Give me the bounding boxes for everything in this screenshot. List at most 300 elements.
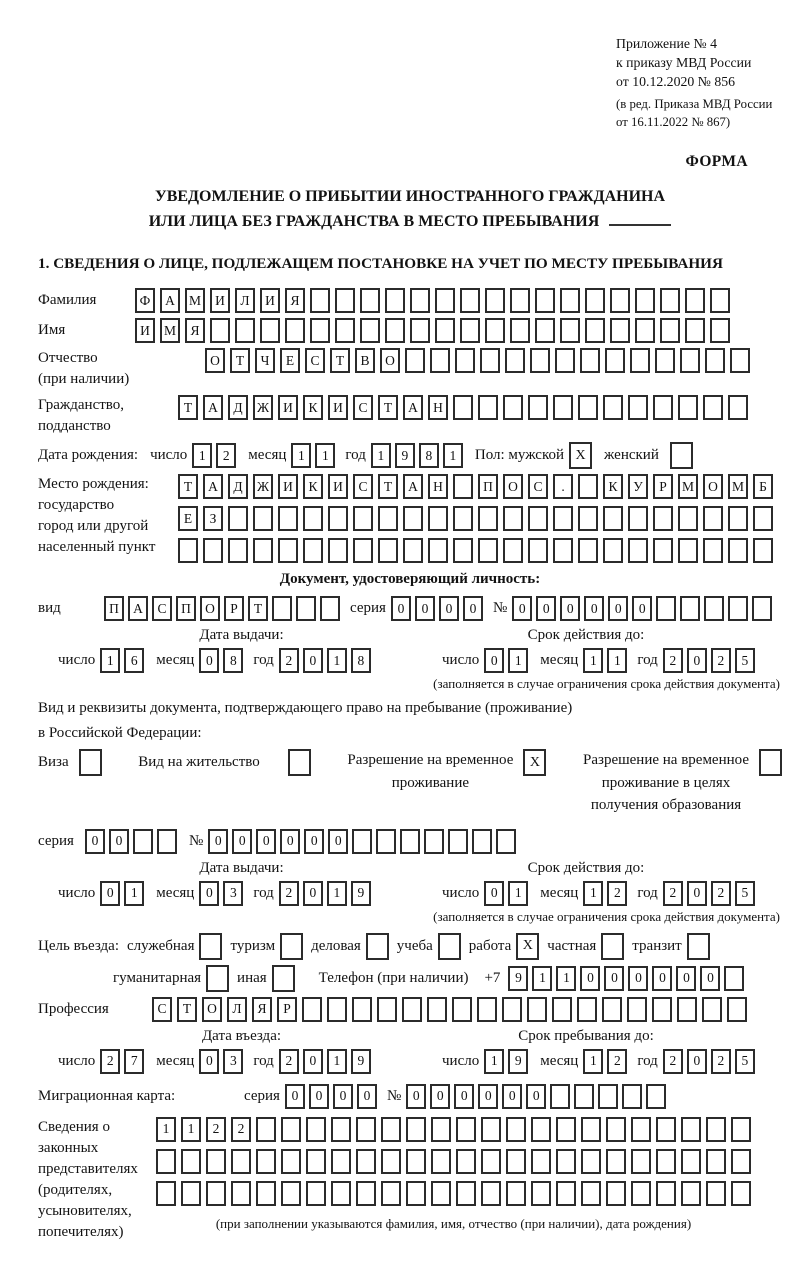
form-cell[interactable]	[622, 1084, 642, 1109]
form-cell[interactable]: 8	[351, 648, 371, 673]
form-cell[interactable]: 0	[256, 829, 276, 854]
form-cell[interactable]: О	[503, 474, 523, 499]
form-cell[interactable]	[360, 288, 380, 313]
form-cell[interactable]	[531, 1181, 551, 1206]
form-cell[interactable]: 8	[419, 443, 439, 468]
form-cell[interactable]	[485, 318, 505, 343]
form-cell[interactable]: Р	[653, 474, 673, 499]
form-cell[interactable]: С	[152, 997, 172, 1022]
form-cell[interactable]: К	[303, 474, 323, 499]
form-cell[interactable]	[327, 997, 347, 1022]
checkbox-cell[interactable]	[759, 749, 782, 776]
form-cell[interactable]: О	[703, 474, 723, 499]
form-cell[interactable]: А	[403, 395, 423, 420]
form-cell[interactable]: 0	[484, 648, 504, 673]
form-cell[interactable]	[578, 395, 598, 420]
form-cell[interactable]: 0	[439, 596, 459, 621]
form-cell[interactable]: Ч	[255, 348, 275, 373]
form-cell[interactable]: Е	[178, 506, 198, 531]
form-cell[interactable]	[555, 348, 575, 373]
form-cell[interactable]	[431, 1149, 451, 1174]
form-cell[interactable]	[531, 1149, 551, 1174]
form-cell[interactable]	[578, 474, 598, 499]
form-cell[interactable]	[406, 1181, 426, 1206]
form-cell[interactable]	[660, 318, 680, 343]
form-cell[interactable]: 2	[663, 881, 683, 906]
form-cell[interactable]: Ф	[135, 288, 155, 313]
form-cell[interactable]: Р	[224, 596, 244, 621]
form-cell[interactable]	[585, 288, 605, 313]
form-cell[interactable]	[228, 506, 248, 531]
form-cell[interactable]	[453, 395, 473, 420]
form-cell[interactable]	[752, 596, 772, 621]
form-cell[interactable]: Т	[378, 474, 398, 499]
form-cell[interactable]: М	[678, 474, 698, 499]
form-cell[interactable]: К	[303, 395, 323, 420]
form-cell[interactable]	[553, 506, 573, 531]
form-cell[interactable]	[603, 395, 623, 420]
form-cell[interactable]	[530, 348, 550, 373]
form-cell[interactable]	[306, 1117, 326, 1142]
form-cell[interactable]	[478, 506, 498, 531]
form-cell[interactable]	[435, 318, 455, 343]
form-cell[interactable]	[635, 318, 655, 343]
form-cell[interactable]: 1	[315, 443, 335, 468]
form-cell[interactable]	[578, 538, 598, 563]
form-cell[interactable]: Н	[428, 395, 448, 420]
form-cell[interactable]: Т	[230, 348, 250, 373]
form-cell[interactable]	[528, 506, 548, 531]
form-cell[interactable]: Д	[228, 474, 248, 499]
form-cell[interactable]: Я	[252, 997, 272, 1022]
form-cell[interactable]	[653, 506, 673, 531]
form-cell[interactable]	[331, 1117, 351, 1142]
form-cell[interactable]: 0	[199, 1049, 219, 1074]
form-cell[interactable]	[448, 829, 468, 854]
form-cell[interactable]: Т	[178, 395, 198, 420]
form-cell[interactable]	[210, 318, 230, 343]
form-cell[interactable]: 1	[181, 1117, 201, 1142]
form-cell[interactable]: Т	[330, 348, 350, 373]
form-cell[interactable]	[598, 1084, 618, 1109]
form-cell[interactable]: 0	[109, 829, 129, 854]
form-cell[interactable]	[527, 997, 547, 1022]
form-cell[interactable]	[381, 1117, 401, 1142]
form-cell[interactable]	[477, 997, 497, 1022]
form-cell[interactable]: П	[176, 596, 196, 621]
form-cell[interactable]	[378, 538, 398, 563]
form-cell[interactable]: О	[380, 348, 400, 373]
form-cell[interactable]: Д	[228, 395, 248, 420]
form-cell[interactable]	[328, 506, 348, 531]
form-cell[interactable]	[331, 1181, 351, 1206]
form-cell[interactable]	[606, 1181, 626, 1206]
form-cell[interactable]	[156, 1149, 176, 1174]
checkbox-cell[interactable]: X	[523, 749, 546, 776]
form-cell[interactable]	[535, 288, 555, 313]
form-cell[interactable]: 0	[687, 1049, 707, 1074]
checkbox-cell[interactable]	[79, 749, 102, 776]
form-cell[interactable]	[710, 318, 730, 343]
form-cell[interactable]	[376, 829, 396, 854]
form-cell[interactable]	[550, 1084, 570, 1109]
form-cell[interactable]	[678, 395, 698, 420]
form-cell[interactable]	[231, 1149, 251, 1174]
form-cell[interactable]: 1	[327, 648, 347, 673]
form-cell[interactable]: А	[203, 395, 223, 420]
form-cell[interactable]	[706, 1117, 726, 1142]
form-cell[interactable]	[424, 829, 444, 854]
form-cell[interactable]	[456, 1181, 476, 1206]
form-cell[interactable]	[256, 1181, 276, 1206]
form-cell[interactable]: А	[403, 474, 423, 499]
form-cell[interactable]	[460, 288, 480, 313]
form-cell[interactable]	[206, 1181, 226, 1206]
form-cell[interactable]	[410, 318, 430, 343]
form-cell[interactable]: 0	[100, 881, 120, 906]
form-cell[interactable]: А	[128, 596, 148, 621]
form-cell[interactable]	[728, 596, 748, 621]
form-cell[interactable]: 0	[652, 966, 672, 991]
form-cell[interactable]	[681, 1181, 701, 1206]
form-cell[interactable]: 1	[327, 1049, 347, 1074]
form-cell[interactable]: 0	[604, 966, 624, 991]
form-cell[interactable]	[455, 348, 475, 373]
form-cell[interactable]	[727, 997, 747, 1022]
form-cell[interactable]: 0	[199, 648, 219, 673]
form-cell[interactable]: 0	[406, 1084, 426, 1109]
form-cell[interactable]	[331, 1149, 351, 1174]
checkbox-cell[interactable]	[687, 933, 710, 960]
form-cell[interactable]	[381, 1149, 401, 1174]
form-cell[interactable]: И	[278, 474, 298, 499]
form-cell[interactable]: 0	[632, 596, 652, 621]
form-cell[interactable]: 0	[463, 596, 483, 621]
form-cell[interactable]	[503, 538, 523, 563]
form-cell[interactable]	[430, 348, 450, 373]
form-cell[interactable]	[510, 318, 530, 343]
form-cell[interactable]	[653, 395, 673, 420]
form-cell[interactable]	[627, 997, 647, 1022]
form-cell[interactable]	[656, 1117, 676, 1142]
form-cell[interactable]	[256, 1117, 276, 1142]
form-cell[interactable]	[753, 506, 773, 531]
form-cell[interactable]: Л	[235, 288, 255, 313]
form-cell[interactable]	[602, 997, 622, 1022]
form-cell[interactable]: 0	[304, 829, 324, 854]
form-cell[interactable]	[406, 1149, 426, 1174]
form-cell[interactable]	[631, 1181, 651, 1206]
form-cell[interactable]: 0	[303, 1049, 323, 1074]
form-cell[interactable]: И	[328, 474, 348, 499]
form-cell[interactable]: 0	[484, 881, 504, 906]
form-cell[interactable]: 1	[371, 443, 391, 468]
form-cell[interactable]: В	[355, 348, 375, 373]
form-cell[interactable]: Т	[178, 474, 198, 499]
form-cell[interactable]	[303, 538, 323, 563]
form-cell[interactable]: 1	[583, 881, 603, 906]
form-cell[interactable]	[578, 506, 598, 531]
form-cell[interactable]: 5	[735, 648, 755, 673]
form-cell[interactable]	[381, 1181, 401, 1206]
form-cell[interactable]	[724, 966, 744, 991]
form-cell[interactable]	[156, 1181, 176, 1206]
form-cell[interactable]: 9	[508, 966, 528, 991]
form-cell[interactable]	[680, 596, 700, 621]
form-cell[interactable]	[655, 348, 675, 373]
form-cell[interactable]: 0	[391, 596, 411, 621]
form-cell[interactable]	[260, 318, 280, 343]
form-cell[interactable]: 7	[124, 1049, 144, 1074]
form-cell[interactable]: И	[278, 395, 298, 420]
form-cell[interactable]	[310, 288, 330, 313]
form-cell[interactable]: 9	[508, 1049, 528, 1074]
form-cell[interactable]	[706, 1181, 726, 1206]
form-cell[interactable]: 6	[124, 648, 144, 673]
form-cell[interactable]: О	[205, 348, 225, 373]
form-cell[interactable]	[631, 1149, 651, 1174]
form-cell[interactable]	[556, 1181, 576, 1206]
form-cell[interactable]: 0	[85, 829, 105, 854]
form-cell[interactable]	[510, 288, 530, 313]
form-cell[interactable]: 0	[512, 596, 532, 621]
form-cell[interactable]: 0	[415, 596, 435, 621]
form-cell[interactable]	[531, 1117, 551, 1142]
form-cell[interactable]	[481, 1149, 501, 1174]
form-cell[interactable]	[406, 1117, 426, 1142]
form-cell[interactable]	[306, 1149, 326, 1174]
form-cell[interactable]	[352, 997, 372, 1022]
form-cell[interactable]: 0	[584, 596, 604, 621]
form-cell[interactable]	[296, 596, 316, 621]
form-cell[interactable]	[581, 1181, 601, 1206]
form-cell[interactable]	[431, 1117, 451, 1142]
form-cell[interactable]: 2	[711, 881, 731, 906]
form-cell[interactable]	[377, 997, 397, 1022]
form-cell[interactable]	[628, 506, 648, 531]
form-cell[interactable]	[405, 348, 425, 373]
form-cell[interactable]: 0	[357, 1084, 377, 1109]
form-cell[interactable]	[480, 348, 500, 373]
form-cell[interactable]	[306, 1181, 326, 1206]
form-cell[interactable]: М	[728, 474, 748, 499]
form-cell[interactable]: 0	[560, 596, 580, 621]
form-cell[interactable]	[653, 538, 673, 563]
form-cell[interactable]	[352, 829, 372, 854]
form-cell[interactable]	[606, 1149, 626, 1174]
form-cell[interactable]: 1	[583, 1049, 603, 1074]
form-cell[interactable]	[652, 997, 672, 1022]
form-cell[interactable]	[502, 997, 522, 1022]
form-cell[interactable]	[630, 348, 650, 373]
form-cell[interactable]	[472, 829, 492, 854]
form-cell[interactable]: Я	[285, 288, 305, 313]
form-cell[interactable]	[731, 1117, 751, 1142]
form-cell[interactable]: П	[478, 474, 498, 499]
form-cell[interactable]	[385, 318, 405, 343]
form-cell[interactable]	[660, 288, 680, 313]
form-cell[interactable]	[628, 538, 648, 563]
form-cell[interactable]: 1	[124, 881, 144, 906]
form-cell[interactable]: М	[160, 318, 180, 343]
form-cell[interactable]	[431, 1181, 451, 1206]
form-cell[interactable]	[605, 348, 625, 373]
form-cell[interactable]	[460, 318, 480, 343]
form-cell[interactable]	[181, 1149, 201, 1174]
form-cell[interactable]	[528, 395, 548, 420]
form-cell[interactable]: С	[353, 395, 373, 420]
form-cell[interactable]	[253, 538, 273, 563]
form-cell[interactable]	[328, 538, 348, 563]
form-cell[interactable]: Ж	[253, 395, 273, 420]
form-cell[interactable]	[481, 1181, 501, 1206]
form-cell[interactable]: 1	[484, 1049, 504, 1074]
form-cell[interactable]: 1	[607, 648, 627, 673]
form-cell[interactable]	[478, 538, 498, 563]
form-cell[interactable]: 1	[100, 648, 120, 673]
form-cell[interactable]	[556, 1117, 576, 1142]
form-cell[interactable]	[631, 1117, 651, 1142]
form-cell[interactable]	[681, 1149, 701, 1174]
form-cell[interactable]	[702, 997, 722, 1022]
form-cell[interactable]: Т	[248, 596, 268, 621]
form-cell[interactable]	[685, 288, 705, 313]
form-cell[interactable]: 0	[303, 881, 323, 906]
form-cell[interactable]	[385, 288, 405, 313]
form-cell[interactable]	[705, 348, 725, 373]
form-cell[interactable]	[278, 538, 298, 563]
form-cell[interactable]	[206, 1149, 226, 1174]
form-cell[interactable]: 0	[232, 829, 252, 854]
form-cell[interactable]: Б	[753, 474, 773, 499]
form-cell[interactable]	[552, 997, 572, 1022]
form-cell[interactable]	[360, 318, 380, 343]
form-cell[interactable]: .	[553, 474, 573, 499]
form-cell[interactable]: 3	[223, 1049, 243, 1074]
form-cell[interactable]: С	[353, 474, 373, 499]
form-cell[interactable]	[356, 1117, 376, 1142]
form-cell[interactable]	[356, 1149, 376, 1174]
form-cell[interactable]: К	[603, 474, 623, 499]
form-cell[interactable]: Т	[177, 997, 197, 1022]
form-cell[interactable]: С	[152, 596, 172, 621]
form-cell[interactable]	[378, 506, 398, 531]
form-cell[interactable]: 0	[430, 1084, 450, 1109]
form-cell[interactable]: 9	[351, 1049, 371, 1074]
form-cell[interactable]	[728, 395, 748, 420]
form-cell[interactable]	[428, 538, 448, 563]
form-cell[interactable]	[506, 1181, 526, 1206]
form-cell[interactable]	[610, 288, 630, 313]
form-cell[interactable]: 2	[216, 443, 236, 468]
form-cell[interactable]	[281, 1181, 301, 1206]
form-cell[interactable]	[677, 997, 697, 1022]
form-cell[interactable]: 2	[607, 881, 627, 906]
checkbox-cell[interactable]	[280, 933, 303, 960]
form-cell[interactable]	[353, 538, 373, 563]
form-cell[interactable]	[681, 1117, 701, 1142]
form-cell[interactable]: 8	[223, 648, 243, 673]
form-cell[interactable]	[628, 395, 648, 420]
form-cell[interactable]	[728, 506, 748, 531]
form-cell[interactable]	[356, 1181, 376, 1206]
form-cell[interactable]: 2	[607, 1049, 627, 1074]
form-cell[interactable]: Я	[185, 318, 205, 343]
form-cell[interactable]	[553, 395, 573, 420]
form-cell[interactable]: О	[202, 997, 222, 1022]
form-cell[interactable]: 2	[206, 1117, 226, 1142]
form-cell[interactable]	[228, 538, 248, 563]
form-cell[interactable]	[706, 1149, 726, 1174]
form-cell[interactable]: 0	[454, 1084, 474, 1109]
form-cell[interactable]	[285, 318, 305, 343]
form-cell[interactable]	[704, 596, 724, 621]
form-cell[interactable]: 2	[663, 1049, 683, 1074]
form-cell[interactable]: Ж	[253, 474, 273, 499]
form-cell[interactable]	[496, 829, 516, 854]
form-cell[interactable]	[646, 1084, 666, 1109]
form-cell[interactable]	[703, 395, 723, 420]
form-cell[interactable]: 0	[303, 648, 323, 673]
form-cell[interactable]	[506, 1149, 526, 1174]
form-cell[interactable]	[506, 1117, 526, 1142]
checkbox-cell[interactable]	[272, 965, 295, 992]
checkbox-cell[interactable]	[288, 749, 311, 776]
form-cell[interactable]: 0	[608, 596, 628, 621]
form-cell[interactable]: 5	[735, 881, 755, 906]
form-cell[interactable]	[574, 1084, 594, 1109]
form-cell[interactable]: 2	[231, 1117, 251, 1142]
form-cell[interactable]	[428, 506, 448, 531]
checkbox-cell[interactable]	[670, 442, 693, 469]
form-cell[interactable]: 2	[279, 881, 299, 906]
form-cell[interactable]	[231, 1181, 251, 1206]
form-cell[interactable]	[585, 318, 605, 343]
form-cell[interactable]	[503, 506, 523, 531]
form-cell[interactable]: 1	[443, 443, 463, 468]
form-cell[interactable]: Е	[280, 348, 300, 373]
form-cell[interactable]: 0	[328, 829, 348, 854]
form-cell[interactable]: 1	[508, 648, 528, 673]
form-cell[interactable]: 1	[192, 443, 212, 468]
form-cell[interactable]	[427, 997, 447, 1022]
form-cell[interactable]: 2	[711, 648, 731, 673]
form-cell[interactable]	[456, 1117, 476, 1142]
form-cell[interactable]: Т	[378, 395, 398, 420]
form-cell[interactable]: 0	[309, 1084, 329, 1109]
form-cell[interactable]	[656, 1181, 676, 1206]
form-cell[interactable]: 0	[536, 596, 556, 621]
checkbox-cell[interactable]	[199, 933, 222, 960]
form-cell[interactable]: 0	[526, 1084, 546, 1109]
form-cell[interactable]: 0	[687, 881, 707, 906]
form-cell[interactable]	[435, 288, 455, 313]
checkbox-cell[interactable]	[206, 965, 229, 992]
checkbox-cell[interactable]: X	[516, 933, 539, 960]
form-cell[interactable]	[505, 348, 525, 373]
form-cell[interactable]	[560, 318, 580, 343]
form-cell[interactable]: Н	[428, 474, 448, 499]
checkbox-cell[interactable]	[438, 933, 461, 960]
form-cell[interactable]: П	[104, 596, 124, 621]
form-cell[interactable]: З	[203, 506, 223, 531]
form-cell[interactable]	[310, 318, 330, 343]
form-cell[interactable]: И	[210, 288, 230, 313]
form-cell[interactable]	[485, 288, 505, 313]
form-cell[interactable]: 0	[285, 1084, 305, 1109]
form-cell[interactable]	[320, 596, 340, 621]
form-cell[interactable]: 2	[279, 1049, 299, 1074]
